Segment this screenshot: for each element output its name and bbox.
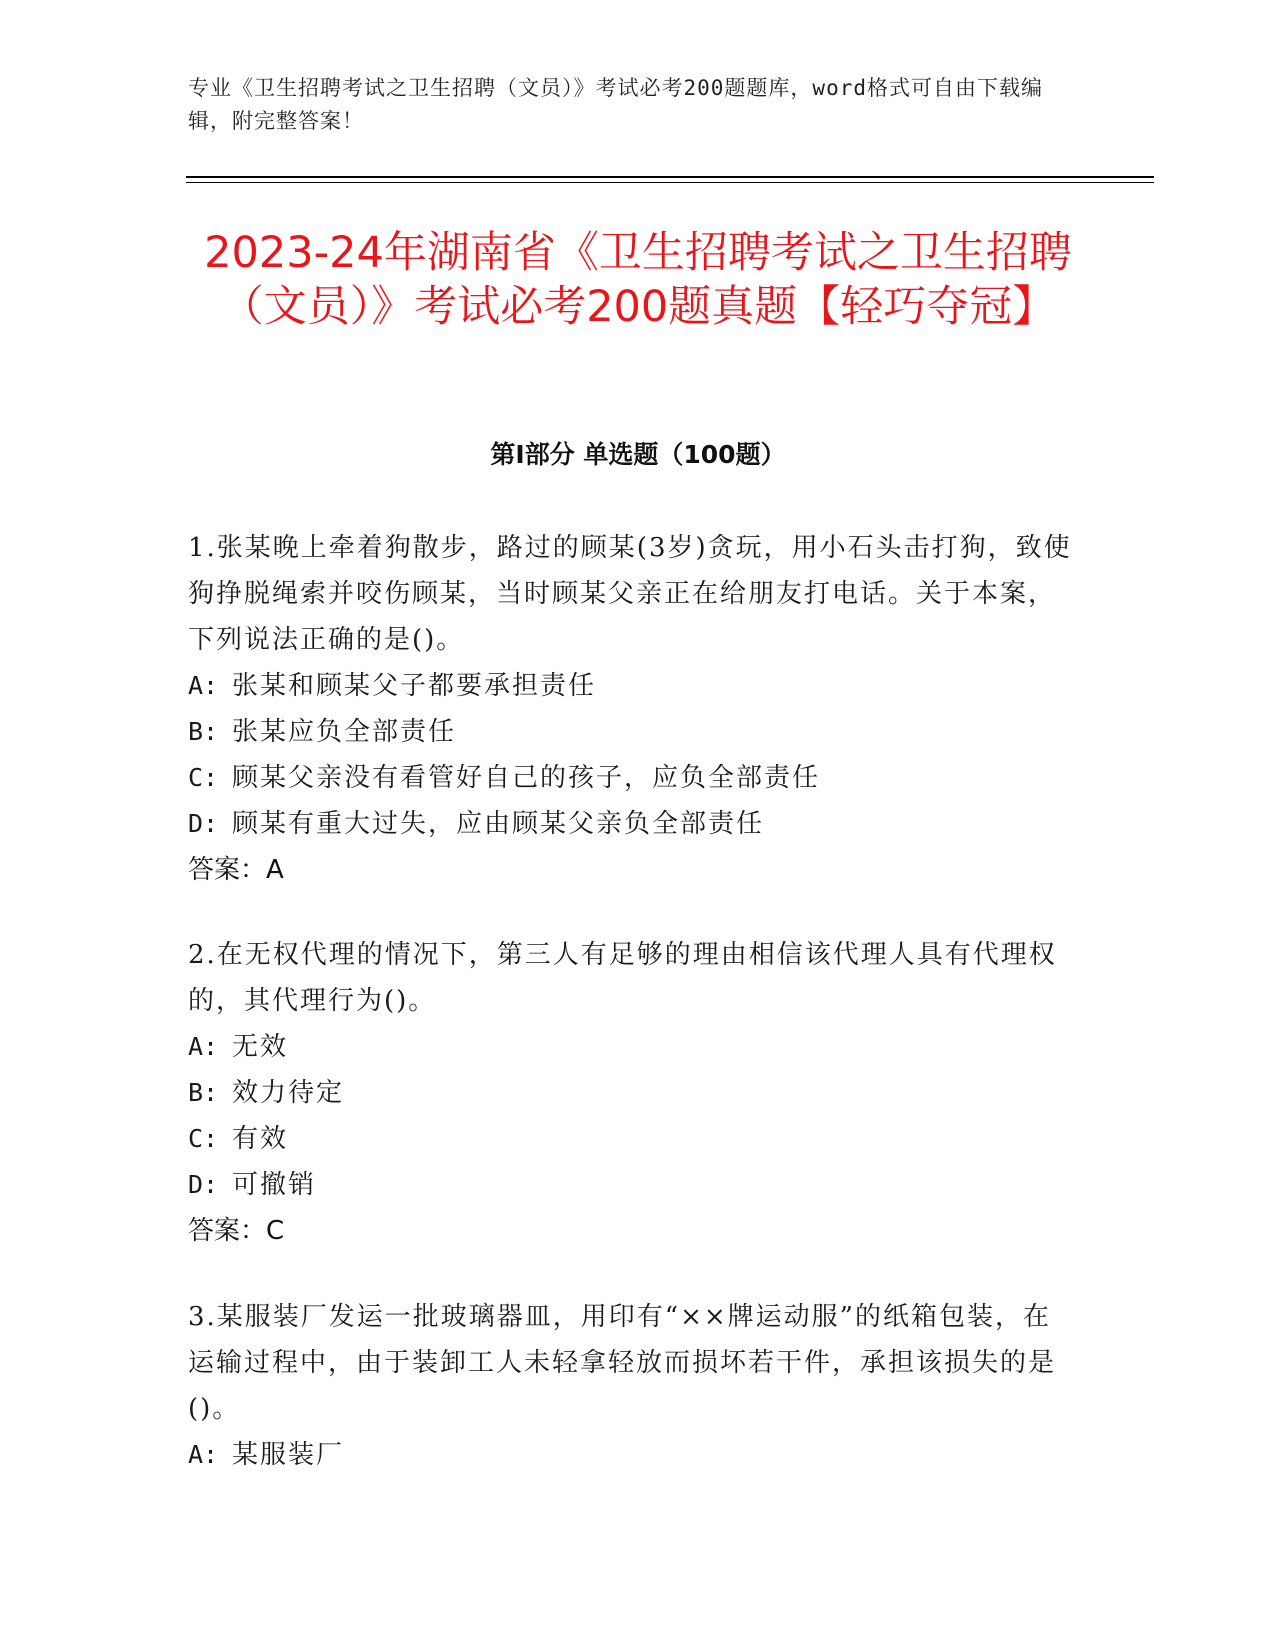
option-key: A:: [188, 671, 219, 700]
question-2: [188, 932, 1078, 1254]
option-a: [188, 663, 1078, 709]
question-3: [188, 1294, 1078, 1478]
question-stem: 2.在无权代理的情况下，第三人有足够的理由相信该代理人具有代理权的，其代理行为()。: [188, 940, 1057, 1016]
option-text: 张某和顾某父子都要承担责任: [232, 671, 597, 701]
option-text: 效力待定: [232, 1078, 345, 1108]
option-key: A:: [188, 1032, 219, 1061]
answer: 答案：A: [188, 855, 284, 885]
option-d: [188, 801, 1078, 847]
option-a: [188, 1024, 1078, 1070]
header-note: 专业《卫生招聘考试之卫生招聘（文员）》考试必考200题题库，word格式可自由下载编辑，附完整答案！: [188, 76, 1043, 133]
option-key: D:: [188, 1170, 219, 1199]
option-text: 某服装厂: [232, 1440, 345, 1470]
option-key: C:: [188, 1124, 219, 1153]
option-c: [188, 755, 1078, 801]
option-key: B:: [188, 1078, 219, 1107]
option-text: 顾某有重大过失，应由顾某父亲负全部责任: [232, 809, 765, 839]
option-a: [188, 1432, 1078, 1478]
header-divider-thin: [186, 182, 1154, 183]
question-stem: 3.某服装厂发运一批玻璃器皿，用印有“××牌运动服”的纸箱包装，在运输过程中，由于装卸工人未轻拿轻放而损坏若干件，承担该损失的是()。: [188, 1302, 1057, 1424]
header-divider-thick: [186, 176, 1154, 178]
option-d: [188, 1162, 1078, 1208]
option-text: 可撤销: [232, 1170, 317, 1200]
question-1: [188, 525, 1078, 893]
option-key: A:: [188, 1440, 219, 1469]
option-text: 张某应负全部责任: [232, 717, 457, 747]
document-title: 2023-24年湖南省《卫生招聘考试之卫生招聘（文员）》考试必考200题真题【轻巧夺冠】: [204, 228, 1072, 332]
option-b: [188, 1070, 1078, 1116]
option-key: C:: [188, 763, 219, 792]
option-text: 顾某父亲没有看管好自己的孩子，应负全部责任: [232, 763, 821, 793]
option-text: 有效: [232, 1124, 289, 1154]
question-stem: 1.张某晚上牵着狗散步，路过的顾某(3岁)贪玩，用小石头击打狗，致使狗挣脱绳索并咬伤顾某，当时顾某父亲正在给朋友打电话。关于本案，下列说法正确的是()。: [188, 533, 1072, 655]
option-key: B:: [188, 717, 219, 746]
option-text: 无效: [232, 1032, 289, 1062]
section-title: 第I部分 单选题（100题）: [490, 440, 786, 469]
option-key: D:: [188, 809, 219, 838]
answer: 答案：C: [188, 1216, 285, 1246]
option-b: [188, 709, 1078, 755]
option-c: [188, 1116, 1078, 1162]
